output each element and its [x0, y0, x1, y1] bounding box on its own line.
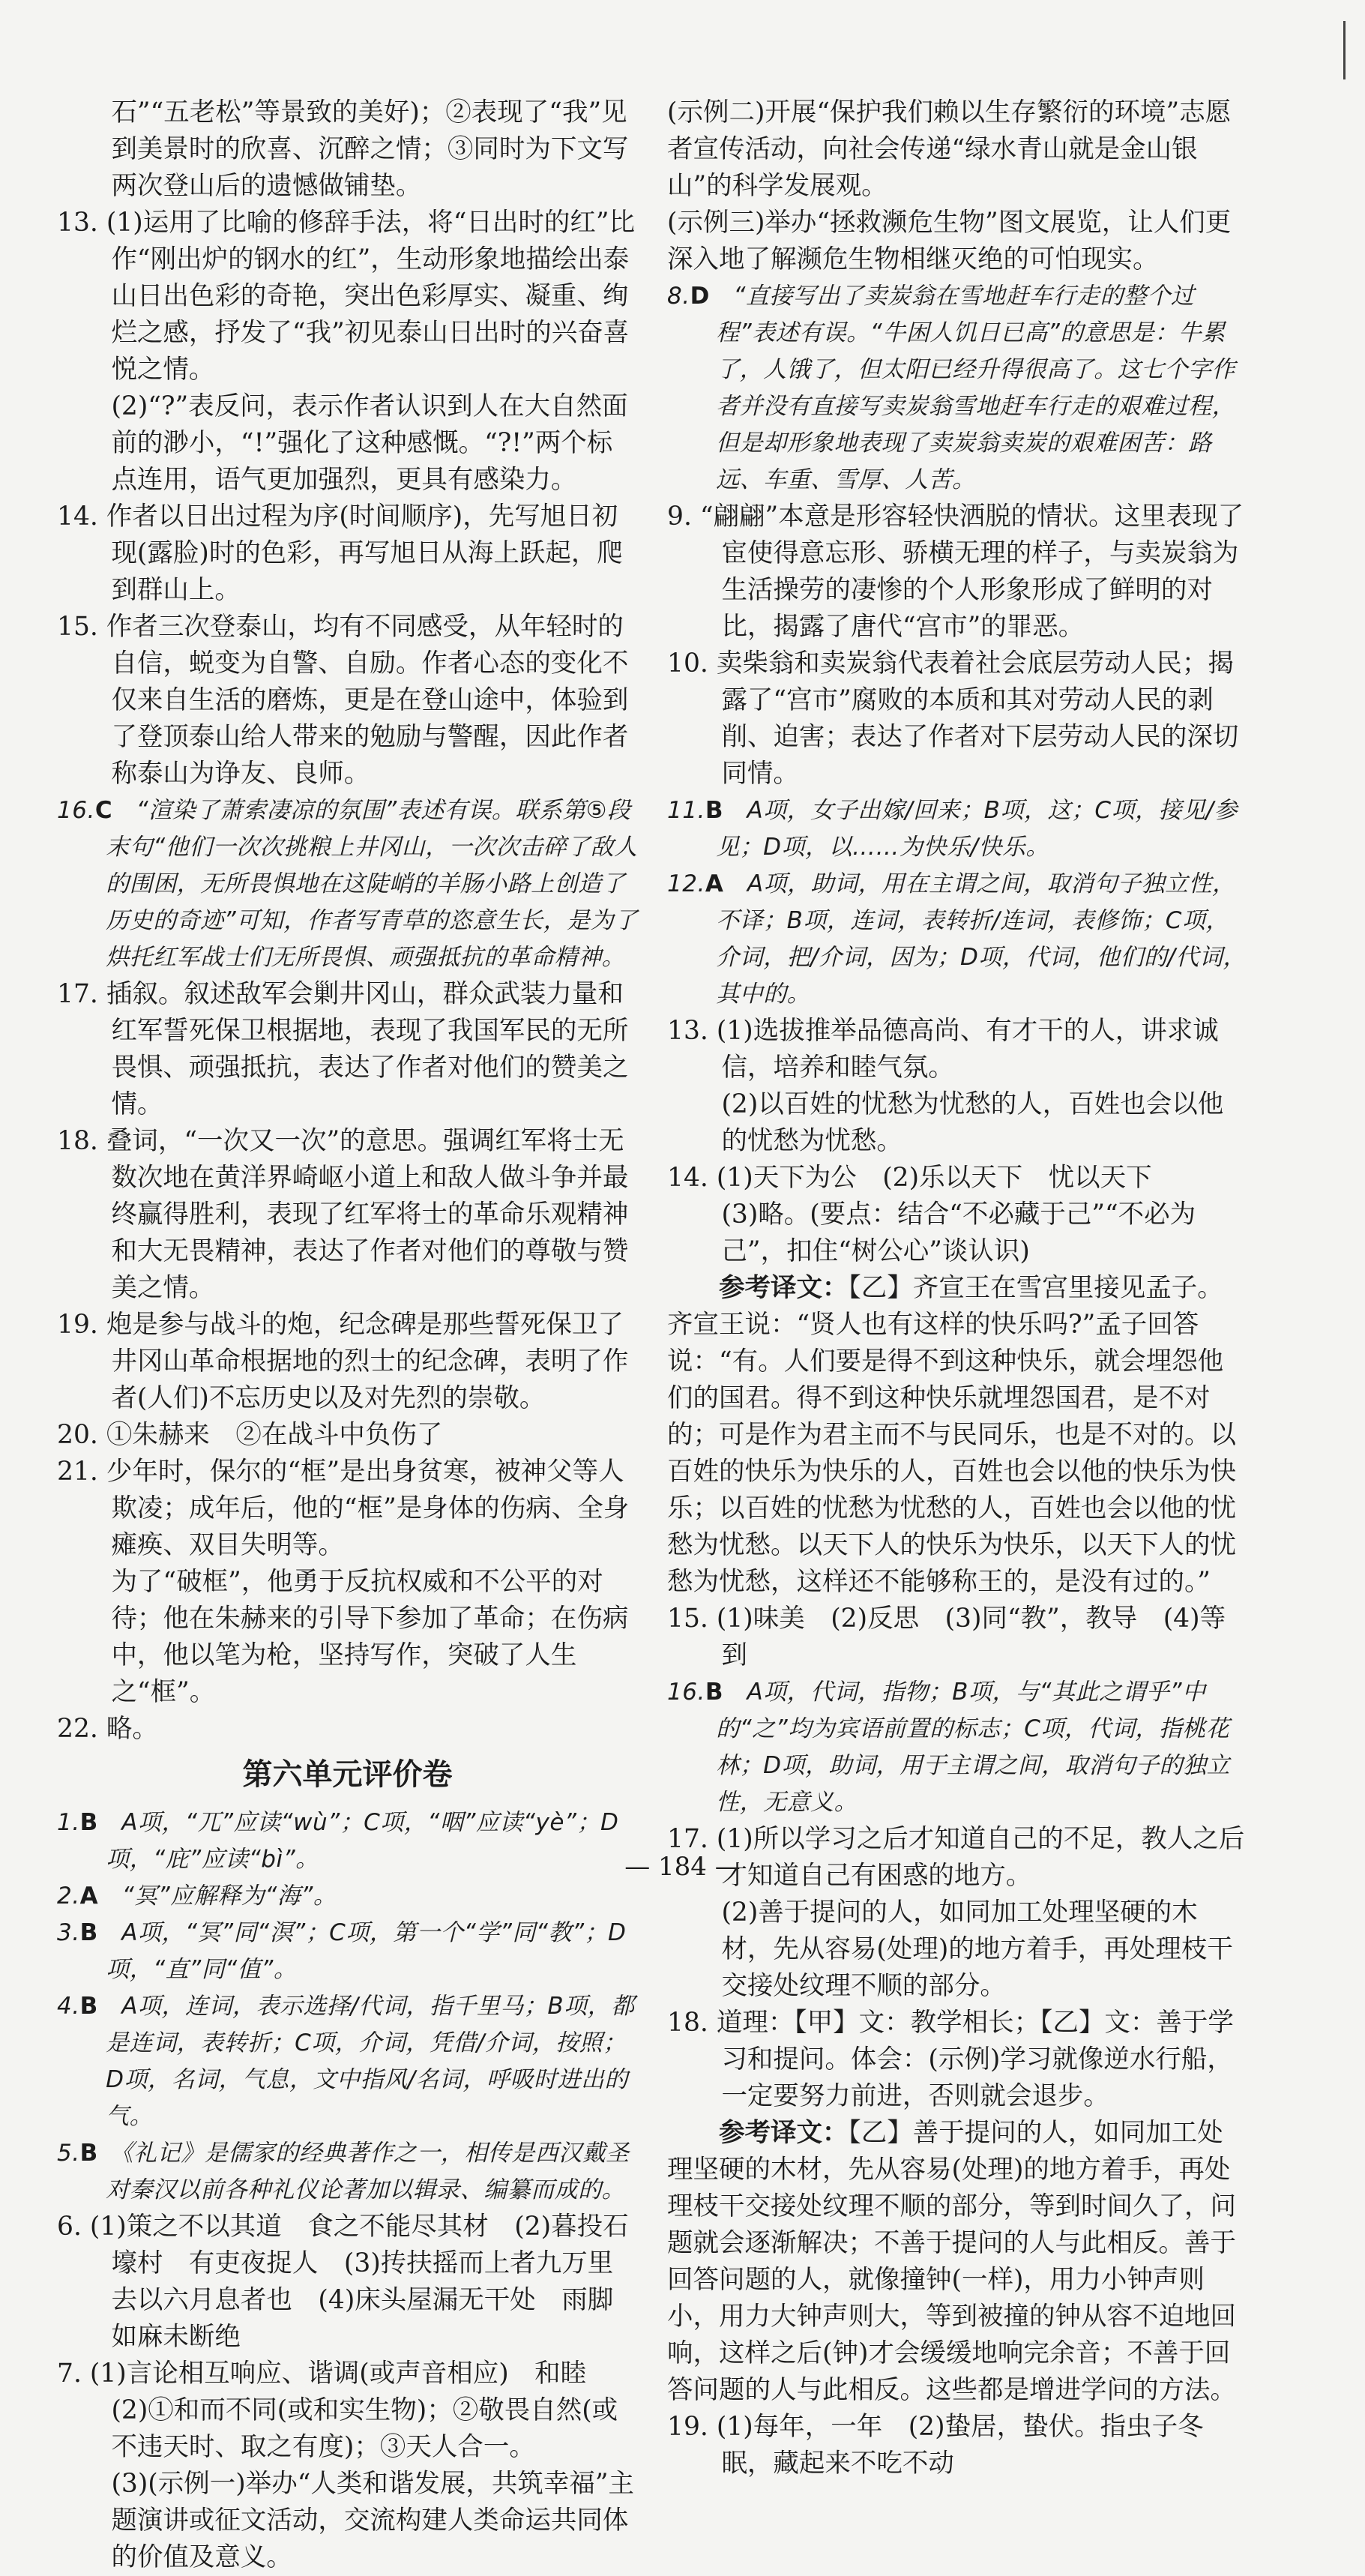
question-number: 4.: [57, 1993, 80, 2020]
unit6-answer-15: 15. (1)味美 (2)反思 (3)同“教”，教导 (4)等到: [667, 1604, 1226, 1670]
answer-explanation: A项，助词，用在主谓之间，取消句子独立性，不译；B项，连词，表转折/连词，表修饰；C项，介词，把/介词，因为；D项，代词，他们的/代词，其中的。: [716, 870, 1247, 1008]
page-edge-line: [1343, 21, 1346, 79]
answer-continuation: 石”“五老松”等景致的美好)；②表现了“我”见到美景时的欣喜、沉醉之情；③同时为下文写两次登山后的遗憾做铺垫。: [111, 97, 629, 201]
unit6-answer-13: 13. (1)选拔推举品德高尚、有才干的人，讲求诚信，培养和睦气氛。: [667, 1016, 1219, 1083]
unit6-answer-7: 7. (1)言论相互响应、谐调(或声音相应) 和睦: [57, 2359, 587, 2389]
unit6-answer-12: [667, 866, 1248, 1013]
unit6-answer-10: 10. 卖柴翁和卖炭翁代表着社会底层劳动人民；揭露了“宫市”腐败的本质和其对劳动人民的剥削、迫害；表达了作者对下层劳动人民的深切同情。: [667, 648, 1239, 789]
answer-18: 18. 叠词，“一次又一次”的意思。强调红军将士无数次地在黄洋界崎岖小道上和敌人做斗争并最终赢得胜利，表现了红军将士的革命乐观精神和大无畏精神，表达了作者对他们的尊敬与赞美之情。: [57, 1126, 629, 1303]
question-number: 1.: [57, 1809, 80, 1836]
answer-17: 17. 插叙。叙述敌军会剿井冈山，群众武装力量和红军誓死保卫根据地，表现了我国军民的无所畏惧、顽强抵抗，表达了作者对他们的赞美之情。: [57, 979, 629, 1119]
unit6-answer-7-part2: (2)①和而不同(或和实生物)；②敬畏自然(或不违天时、取之有度)；③天人合一。: [111, 2395, 618, 2462]
answer-21-part2: 为了“破框”，他勇于反抗权威和不公平的对待；他在朱赫来的引导下参加了革命；在伤病中，他以笔为枪，坚持写作，突破了人生之“框”。: [111, 1567, 629, 1707]
answer-choice: B: [705, 1679, 723, 1706]
unit6-answer-18: 18. 道理：【甲】文：教学相长；【乙】文：善于学习和提问。体会：(示例)学习就像逆水行船，一定要努力前进，否则就会退步。: [667, 2008, 1234, 2111]
section-title: 第六单元评价卷: [242, 1757, 453, 1792]
answer-explanation: A项，连词，表示选择/代词，指千里马；B项，都是连词，表转折；C项，介词，凭借/介词，按照；D项，名词，气息，文中指风/名词，呼吸时进出的气。: [106, 1993, 635, 2130]
unit6-answer-5: [57, 2135, 638, 2209]
unit6-answer-4: [57, 1988, 638, 2135]
answer-13: 13. (1)运用了比喻的修辞手法，将“日出时的红”比作“刚出炉的钢水的红”，生动形象地描绘出泰山日出色彩的奇艳，突出色彩厚实、凝重、绚烂之感，抒发了“我”初见泰山日出时的兴奋喜悦之情。: [57, 208, 635, 385]
translation-text: 【乙】齐宣王在雪宫里接见孟子。齐宣王说：“贤人也有这样的快乐吗?”孟子回答说：“有。人们要是得不到这种快乐，就会埋怨他们的国君。得不到这种快乐就埋怨国君，是不对的；可是作为君主而不与民同乐，也是不对的。以百姓的快乐为快乐的人，百姓也会以他的快乐为快乐；以百姓的忧愁为忧愁的人，百姓也会以他的忧愁为忧愁。以天下人的快乐为快乐，以天下人的忧愁为忧愁，这样还不能够称王的，是没有过的。”: [667, 1273, 1236, 1597]
question-number: 3.: [57, 1919, 80, 1946]
answer-explanation: A项，“冥”同“溟”；C项，第一个“学”同“教”；D项，“直”同“值”。: [106, 1919, 627, 1983]
answer-explanation: A项，“兀”应读“wù”；C项，“咽”应读“yè”；D项，“庇”应读“bì”。: [106, 1809, 619, 1873]
question-number: 16.: [667, 1679, 705, 1706]
answer-explanation: “冥”应解释为“海”。: [121, 1883, 337, 1910]
answer-choice: B: [79, 2140, 98, 2167]
answer-explanation: A项，代词，指物；B项，与“其此之谓乎”中的“之”均为宾语前置的标志；C项，代词，指桃花林；D项，助词，用于主谓之间，取消句子的独立性，无意义。: [716, 1679, 1230, 1816]
answer-14: 14. 作者以日出过程为序(时间顺序)，先写旭日初现(露脸)时的色彩，再写旭日从海上跃起，爬到群山上。: [57, 502, 623, 605]
unit6-answer-2: [57, 1878, 638, 1915]
question-number: 11.: [667, 797, 705, 824]
answer-explanation: A项，女子出嫁/回来；B项，这；C项，接见/参见；D项，以……为快乐/快乐。: [716, 797, 1238, 861]
unit6-answer-8: [667, 278, 1248, 499]
unit6-answer-14: 14. (1)天下为公 (2)乐以天下 忧以天下: [667, 1163, 1152, 1193]
unit6-answer-17: 17. (1)所以学习之后才知道自己的不足，教人之后才知道自己有困惑的地方。: [667, 1824, 1245, 1891]
answer-choice: A: [705, 870, 724, 897]
reference-translation: [667, 1270, 1248, 1601]
answer-choice: D: [690, 283, 710, 310]
answer-13-part2: (2)“?”表反问，表示作者认识到人在大自然面前的渺小，“!”强化了这种感慨。“?!”两个标点连用，语气更加强烈，更具有感染力。: [111, 391, 628, 495]
answer-20: 20. ①朱赫来 ②在战斗中负伤了: [57, 1420, 443, 1450]
right-column: [667, 94, 1248, 2482]
answer-choice: A: [79, 1883, 99, 1910]
answer-choice: B: [705, 797, 723, 824]
unit6-answer-19: 19. (1)每年，一年 (2)蛰居，蛰伏。指虫子冬眠，藏起来不吃不动: [667, 2412, 1204, 2479]
reference-translation: [667, 2115, 1248, 2409]
question-number: 5.: [57, 2140, 80, 2167]
question-number: 12.: [667, 870, 705, 897]
unit6-answer-17-part2: (2)善于提问的人，如同加工处理坚硬的木材，先从容易(处理)的地方着手，再处理枝干交接处纹理不顺的部分。: [721, 1898, 1233, 2001]
answer-16: [57, 792, 638, 976]
unit6-answer-6: 6. (1)策之不以其道 食之不能尽其材 (2)暮投石壕村 有吏夜捉人 (3)抟扶摇而上者九万里 去以六月息者也 (4)床头屋漏无干处 雨脚如麻未断绝: [57, 2212, 639, 2352]
question-number: 2.: [57, 1883, 80, 1910]
answer-22: 22. 略。: [57, 1714, 158, 1744]
unit6-answer-7-example2: (示例二)开展“保护我们赖以生存繁衍的环境”志愿者宣传活动，向社会传递“绿水青山就是金山银山”的科学发展观。: [667, 97, 1232, 201]
translation-label: 参考译文：: [719, 1273, 849, 1303]
answer-explanation: “渲染了萧索凄凉的氛围”表述有误。联系第⑤段末句“他们一次次挑粮上井冈山，一次次击碎了敌人的围困，无所畏惧地在这陡峭的羊肠小路上创造了历史的奇迹”可知，作者写青草的恣意生长，是为了烘托红军战士们无所畏惧、顽强抵抗的革命精神。: [106, 797, 638, 971]
unit6-answer-11: [667, 792, 1248, 866]
answer-explanation: “直接写出了卖炭翁在雪地赶车行走的整个过程”表述有误。“牛困人饥日已高”的意思是：牛累了，人饿了，但太阳已经升得很高了。这七个字作者并没有直接写卖炭翁雪地赶车行走的艰难过程，但是却形象地表现了卖炭翁卖炭的艰难困苦：路远、车重、雪厚、人苦。: [716, 283, 1236, 493]
answer-choice: B: [79, 1809, 98, 1836]
answer-explanation: 《礼记》是儒家的经典著作之一，相传是西汉戴圣对秦汉以前各种礼仪论著加以辑录、编纂而成的。: [106, 2140, 630, 2203]
unit6-answer-3: [57, 1915, 638, 1988]
translation-text: 【乙】善于提问的人，如同加工处理坚硬的木材，先从容易(处理)的地方着手，再处理枝干交接处纹理不顺的部分，等到时间久了，问题就会逐渐解决；不善于提问的人与此相反。善于回答问题的人，就像撞钟(一样)，用力小钟声则小，用力大钟声则大，等到被撞的钟从容不迫地回响，这样之后(钟)才会缓缓地响完余音；不善于回答问题的人与此相反。这些都是增进学问的方法。: [667, 2118, 1236, 2405]
page-number: — 184 —: [624, 1852, 741, 1882]
answer-choice: B: [79, 1919, 98, 1946]
unit6-answer-13-part2: (2)以百姓的忧愁为忧愁的人，百姓也会以他的忧愁为忧愁。: [721, 1089, 1224, 1156]
unit6-answer-7-part3: (3)(示例一)举办“人类和谐发展，共筑幸福”主题演讲或征文活动，交流构建人类命运共同体的价值及意义。: [111, 2469, 634, 2572]
answer-21: 21. 少年时，保尔的“框”是出身贫寒，被神父等人欺凌；成年后，他的“框”是身体的伤病、全身瘫痪、双目失明等。: [57, 1457, 630, 1560]
unit6-answer-9: 9. “翩翩”本意是形容轻快洒脱的情状。这里表现了宦使得意忘形、骄横无理的样子，与卖炭翁为生活操劳的凄惨的个人形象形成了鲜明的对比，揭露了唐代“宫市”的罪恶。: [667, 502, 1244, 642]
unit6-answer-7-example3: (示例三)举办“拯救濒危生物”图文展览，让人们更深入地了解濒危生物相继灭绝的可怕现实。: [667, 208, 1232, 274]
question-number: 8.: [667, 283, 690, 310]
answer-choice: B: [79, 1993, 98, 2020]
answer-19: 19. 炮是参与战斗的炮，纪念碑是那些誓死保卫了井冈山革命根据地的烈士的纪念碑，表明了作者(人们)不忘历史以及对先烈的崇敬。: [57, 1310, 629, 1413]
unit6-answer-14-part2: (3)略。(要点：结合“不必藏于己”“不必为己”，扣住“树公心”谈认识): [721, 1200, 1196, 1266]
answer-15: 15. 作者三次登泰山，均有不同感受，从年轻时的自信，蜕变为自警、自励。作者心态的变化不仅来自生活的磨炼，更是在登山途中，体验到了登顶泰山给人带来的勉励与警醒，因此作者称泰山为诤友、良师。: [57, 612, 629, 789]
translation-label: 参考译文：: [719, 2118, 849, 2148]
unit6-answer-16: [667, 1674, 1248, 1821]
question-number: 16.: [57, 797, 95, 824]
left-column: [57, 94, 638, 2576]
answer-choice: C: [94, 797, 113, 824]
